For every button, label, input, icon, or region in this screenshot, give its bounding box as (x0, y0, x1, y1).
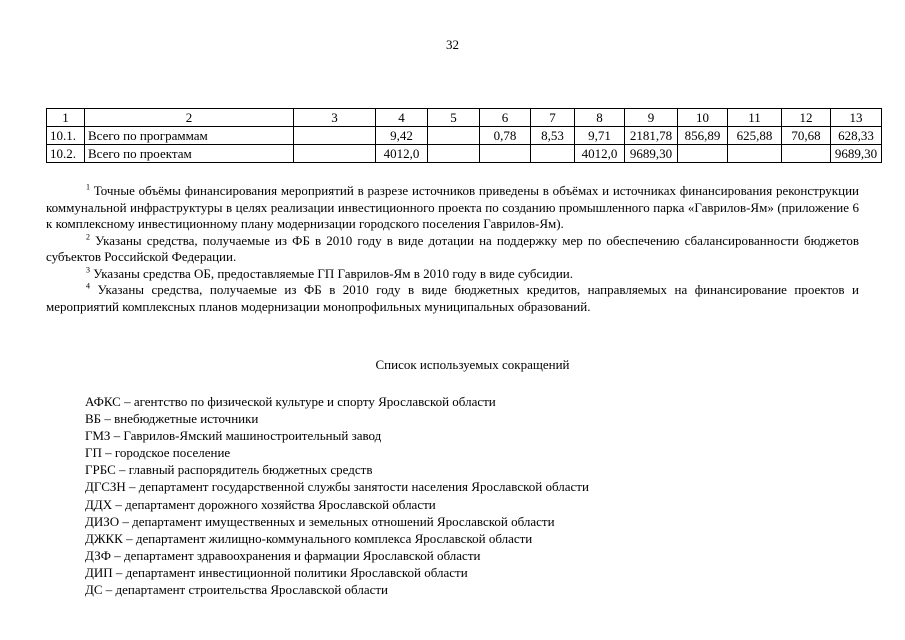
table-row (47, 145, 882, 163)
footnote (46, 266, 859, 283)
list-item: ДЗФ – департамент здравоохранения и фармации Ярославской области (85, 547, 481, 563)
footnote-text: Точные объёмы финансирования мероприятий в разрезе источников приведены в объёмах и источниках финансирования реконструкции коммунальной инфраструктуры в целях реализации инвестиционного проекта по созданию промышленного парка «Гаврилов-Ям» (приложение 6 к комплексному инвестиционному плану модернизации городского поселения Гаврилов-Ям). (46, 183, 859, 231)
footnote-text: Указаны средства ОБ, предоставляемые ГП Гаврилов-Ям в 2010 году в виде субсидии. (93, 265, 573, 281)
table-cell: Всего по проектам (85, 145, 294, 163)
table-cell: 8,53 (531, 127, 575, 145)
header-cell: 13 (831, 109, 882, 127)
footnote-text: Указаны средства, получаемые из ФБ в 2010 году в виде дотации на поддержку мер по обеспечению сбалансированности бюджетов субъектов Российской Федерации. (46, 232, 859, 264)
table-header-row (47, 109, 882, 127)
table-cell: 10.2. (47, 145, 85, 163)
table-row (47, 127, 882, 145)
table-cell (294, 127, 376, 145)
header-cell: 11 (728, 109, 782, 127)
list-item: ГРБС – главный распорядитель бюджетных средств (85, 462, 373, 478)
table-cell: 0,78 (480, 127, 531, 145)
table-cell: 2181,78 (625, 127, 678, 145)
table-cell: 9689,30 (625, 145, 678, 163)
footnote (46, 183, 859, 233)
footnote-mark: 3 (86, 265, 90, 275)
header-cell: 8 (575, 109, 625, 127)
list-item: ДС – департамент строительства Ярославской области (85, 582, 389, 598)
table-cell: 9,71 (575, 127, 625, 145)
list-item: ДИЗО – департамент имущественных и земельных отношений Ярославской области (85, 513, 555, 529)
table-cell (428, 145, 480, 163)
header-cell: 4 (376, 109, 428, 127)
list-item: ДГСЗН – департамент государственной службы занятости населения Ярославской области (85, 479, 589, 495)
table-cell: 10.1. (47, 127, 85, 145)
list-item: ДИП – департамент инвестиционной политики Ярославской области (85, 564, 468, 580)
header-cell: 7 (531, 109, 575, 127)
footnote (46, 282, 859, 315)
table-cell (294, 145, 376, 163)
abbreviations-list (85, 393, 845, 598)
footnote (46, 233, 859, 266)
footnote-text: Указаны средства, получаемые из ФБ в 2010 году в виде бюджетных кредитов, направляемых на финансирование проектов и мероприятий комплексных планов модернизации монопрофильных муниципальных образований. (46, 282, 859, 314)
table-cell (728, 145, 782, 163)
table-cell: 9,42 (376, 127, 428, 145)
table-cell: 4012,0 (376, 145, 428, 163)
table-cell: 628,33 (831, 127, 882, 145)
header-cell: 1 (47, 109, 85, 127)
table-cell: Всего по программам (85, 127, 294, 145)
list-item: АФКС – агентство по физической культуре и спорту Ярославской области (85, 394, 496, 409)
footnote-mark: 1 (86, 182, 90, 192)
header-cell: 9 (625, 109, 678, 127)
header-cell: 3 (294, 109, 376, 127)
header-cell: 12 (782, 109, 831, 127)
financing-table (46, 108, 882, 163)
table-cell (428, 127, 480, 145)
table-cell (531, 145, 575, 163)
list-item: ДДХ – департамент дорожного хозяйства Ярославской области (85, 496, 436, 512)
header-cell: 2 (85, 109, 294, 127)
page-number: 32 (446, 37, 459, 52)
table-cell: 625,88 (728, 127, 782, 145)
footnote-mark: 2 (86, 232, 90, 242)
header-cell: 10 (678, 109, 728, 127)
list-item: ГП – городское поселение (85, 445, 231, 461)
table-cell: 70,68 (782, 127, 831, 145)
header-cell: 5 (428, 109, 480, 127)
list-item: ГМЗ – Гаврилов-Ямский машиностроительный завод (85, 428, 382, 444)
footnote-mark: 4 (86, 281, 90, 291)
table-cell (480, 145, 531, 163)
footnotes (46, 183, 859, 315)
table-cell (782, 145, 831, 163)
table-cell (678, 145, 728, 163)
list-item: ВБ – внебюджетные источники (85, 411, 259, 427)
abbreviations-title: Список используемых сокращений (375, 357, 570, 372)
list-item: ДЖКК – департамент жилищно-коммунального комплекса Ярославской области (85, 530, 533, 546)
header-cell: 6 (480, 109, 531, 127)
table-cell: 856,89 (678, 127, 728, 145)
table-cell: 9689,30 (831, 145, 882, 163)
table-cell: 4012,0 (575, 145, 625, 163)
